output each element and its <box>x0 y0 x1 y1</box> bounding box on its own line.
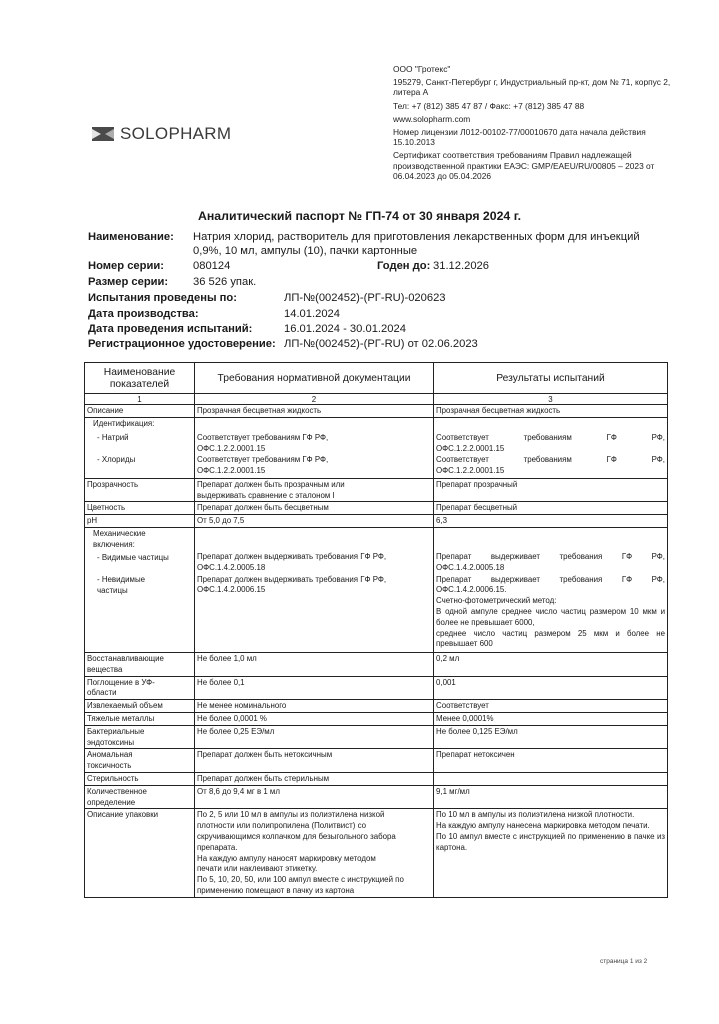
row-requirement: От 5,0 до 7,5 <box>195 515 434 528</box>
row-requirement <box>195 417 434 478</box>
row-requirement: Не более 0,0001 % <box>195 712 434 725</box>
chlorides-req-2: ОФС.1.2.2.0001.15 <box>197 466 266 476</box>
row-result <box>434 527 668 652</box>
sodium-req-1: Соответствует требованиям ГФ РФ, <box>197 432 329 442</box>
row-result: Препарат нетоксичен <box>434 749 668 773</box>
row-result: 0,001 <box>434 676 668 700</box>
row-result <box>434 809 668 897</box>
row-name: Аномальная токсичность <box>85 749 195 773</box>
row-requirement <box>195 809 434 897</box>
mech-visible: - Видимые частицы <box>97 552 169 562</box>
table-header-row <box>85 363 668 394</box>
row-name: Бактериальные эндотоксины <box>85 725 195 749</box>
company-license: Номер лицензии Л012-00102-77/00010670 дата начала действия 15.10.2013 <box>393 127 646 148</box>
packaging-req-1: По 2, 5 или 10 мл в ампулы из полиэтилена низкой плотности или полипропилена (Политвист) со скручивающимся колпачком для безыгольного забора препарата. <box>197 810 396 852</box>
col-number-1: 1 <box>85 394 195 405</box>
mech-title: Механические включения: <box>93 528 146 549</box>
row-result: Менее 0,0001% <box>434 712 668 725</box>
tested-by-label: Испытания проведены по: <box>88 292 237 304</box>
chlorides-res-2: ОФС.1.2.2.0001.15 <box>436 466 505 476</box>
product-meta <box>88 230 688 350</box>
row-result <box>434 772 668 785</box>
table-row <box>85 417 668 478</box>
registration-value: ЛП-№(002452)-(РГ-RU) от 02.06.2023 <box>284 338 478 350</box>
row-name: Извлекаемый объем <box>85 700 195 713</box>
series-value: 080124 <box>193 260 231 272</box>
name-label: Наименование: <box>88 231 174 243</box>
row-name <box>85 527 195 652</box>
row-requirement: Не более 0,1 <box>195 676 434 700</box>
col-number-3: 3 <box>434 394 668 405</box>
name-value-line1: Натрия хлорид, растворитель для приготовления лекарственных форм для инъекций <box>193 231 640 243</box>
logo-text: SOLOPHARM <box>120 124 232 143</box>
tested-by-value: ЛП-№(002452)-(РГ-RU)-020623 <box>284 292 446 304</box>
prod-date-value: 14.01.2024 <box>284 308 340 320</box>
expiry-value: 31.12.2026 <box>433 260 489 272</box>
packaging-req-2: На каждую ампулу наносят маркировку методом печати или наклеивают этикетку. <box>197 853 376 874</box>
row-requirement: Препарат должен быть бесцветным <box>195 502 434 515</box>
chlorides-req-1: Соответствует требованиям ГФ РФ, <box>197 455 329 465</box>
company-name: ООО "Гротекс" <box>393 64 451 74</box>
row-requirement: Не менее номинального <box>195 700 434 713</box>
size-label: Размер серии: <box>88 276 169 288</box>
row-name: Поглощение в УФ-области <box>85 676 195 700</box>
row-result: Соответствует <box>434 700 668 713</box>
invisible-res-3: Счетно-фотометрический метод: <box>436 596 557 606</box>
expiry-label: Годен до: <box>377 260 431 272</box>
table-row <box>85 700 668 713</box>
ident-title: Идентификация: <box>93 418 155 428</box>
prod-date-label: Дата производства: <box>88 308 199 320</box>
document-title: Аналитический паспорт № ГП-74 от 30 января 2024 г. <box>198 209 521 223</box>
packaging-res-3: По 10 ампул вместе с инструкцией по применению в пачке из картона. <box>436 831 665 852</box>
row-result: Не более 0,125 ЕЭ/мл <box>434 725 668 749</box>
company-info <box>393 64 673 184</box>
invisible-res-2: ОФС.1.4.2.0006.15. <box>436 585 507 595</box>
table-number-row <box>85 394 668 405</box>
company-phone: Тел: +7 (812) 385 47 87 / Факс: +7 (812) 385 47 88 <box>393 100 585 111</box>
row-result: Прозрачная бесцветная жидкость <box>434 405 668 418</box>
sodium-res-2: ОФС.1.2.2.0001.15 <box>436 443 505 453</box>
header-indicator: Наименование показателей <box>85 363 195 394</box>
table-row <box>85 652 668 676</box>
visible-req: Препарат должен выдерживать требования ГФ РФ, ОФС.1.4.2.0005.18 <box>197 551 387 572</box>
row-requirement: От 8,6 до 9,4 мг в 1 мл <box>195 785 434 809</box>
company-website: www.solopharm.com <box>393 113 471 124</box>
row-requirement: Не более 1,0 мл <box>195 652 434 676</box>
table-row <box>85 405 668 418</box>
sodium-res-1: Соответствует требованиям ГФ РФ, <box>436 432 665 442</box>
size-value: 36 526 упак. <box>193 276 257 288</box>
table-row <box>85 749 668 773</box>
table-row <box>85 676 668 700</box>
row-requirement: Препарат должен быть прозрачным или выдерживать сравнение с эталоном I <box>195 478 434 502</box>
ident-chlorides: - Хлориды <box>97 455 136 465</box>
chlorides-res-1: Соответствует требованиям ГФ РФ, <box>436 455 665 465</box>
packaging-res-2: На каждую ампулу нанесена маркировка методом печати. <box>436 821 650 831</box>
packaging-res-1: По 10 мл в ампулы из полиэтилена низкой плотности. <box>436 810 635 820</box>
company-certificate: Сертификат соответствия требованиям Правил надлежащей производственной практики ЕАЭС: GMP/EAEU/RU/00805 – 2023 от 06.04.2023 до 05.04.2026 <box>393 150 655 181</box>
row-name: pH <box>85 515 195 528</box>
solopharm-logo-icon <box>92 127 114 141</box>
row-requirement: Прозрачная бесцветная жидкость <box>195 405 434 418</box>
col-number-2: 2 <box>195 394 434 405</box>
row-result: 9,1 мг/мл <box>434 785 668 809</box>
row-result: Препарат бесцветный <box>434 502 668 515</box>
name-value-line2: 0,9%, 10 мл, ампулы (10), пачки картонные <box>193 245 418 257</box>
row-name: Количественное определение <box>85 785 195 809</box>
visible-res-1: Препарат выдерживает требования ГФ РФ, <box>436 551 665 561</box>
row-name: Стерильность <box>85 772 195 785</box>
table-row <box>85 712 668 725</box>
row-name: Описание <box>85 405 195 418</box>
page-number: страница 1 из 2 <box>600 958 648 965</box>
row-name: Восстанавливающие вещества <box>85 652 195 676</box>
invisible-res-5: среднее число частиц размером 25 мкм и более не превышает 600 <box>436 628 665 649</box>
row-requirement <box>195 527 434 652</box>
row-result <box>434 417 668 478</box>
packaging-req-3: По 5, 10, 20, 50, или 100 ампул вместе с инструкцией по применению помещают в пачку из картона <box>197 875 404 895</box>
mech-invisible: - Невидимые частицы <box>97 575 146 596</box>
row-name: Описание упаковки <box>85 809 195 897</box>
ident-sodium: - Натрий <box>97 432 129 442</box>
table-row <box>85 527 668 652</box>
test-dates-value: 16.01.2024 - 30.01.2024 <box>284 323 406 335</box>
row-name: Прозрачность <box>85 478 195 502</box>
row-requirement: Препарат должен быть нетоксичным <box>195 749 434 773</box>
row-name: Цветность <box>85 502 195 515</box>
table-row <box>85 809 668 897</box>
company-address: 195279, Санкт-Петербург г, Индустриальный пр-кт, дом № 71, корпус 2, литера А <box>393 77 671 98</box>
results-table <box>84 362 668 898</box>
table-row <box>85 725 668 749</box>
registration-label: Регистрационное удостоверение: <box>88 338 276 350</box>
series-label: Номер серии: <box>88 260 164 272</box>
sodium-req-2: ОФС.1.2.2.0001.15 <box>197 443 266 453</box>
row-name <box>85 417 195 478</box>
visible-res-2: ОФС.1.4.2.0005.18 <box>436 562 505 572</box>
row-result: Препарат прозрачный <box>434 478 668 502</box>
table-row <box>85 785 668 809</box>
row-result: 6,3 <box>434 515 668 528</box>
row-result: 0,2 мл <box>434 652 668 676</box>
header-results: Результаты испытаний <box>434 363 668 394</box>
table-row <box>85 515 668 528</box>
invisible-res-4: В одной ампуле среднее число частиц размером 10 мкм и более не превышает 6000, <box>436 606 665 627</box>
invisible-res-1: Препарат выдерживает требования ГФ РФ, <box>436 574 665 584</box>
table-row <box>85 772 668 785</box>
row-requirement: Не более 0,25 ЕЭ/мл <box>195 725 434 749</box>
table-row <box>85 478 668 502</box>
row-requirement: Препарат должен быть стерильным <box>195 772 434 785</box>
invisible-req: Препарат должен выдерживать требования ГФ РФ, ОФС.1.4.2.0006.15 <box>197 574 387 595</box>
solopharm-logo <box>92 124 231 144</box>
test-dates-label: Дата проведения испытаний: <box>88 323 253 335</box>
header-requirements: Требования нормативной документации <box>195 363 434 394</box>
row-name: Тяжелые металлы <box>85 712 195 725</box>
table-row <box>85 502 668 515</box>
